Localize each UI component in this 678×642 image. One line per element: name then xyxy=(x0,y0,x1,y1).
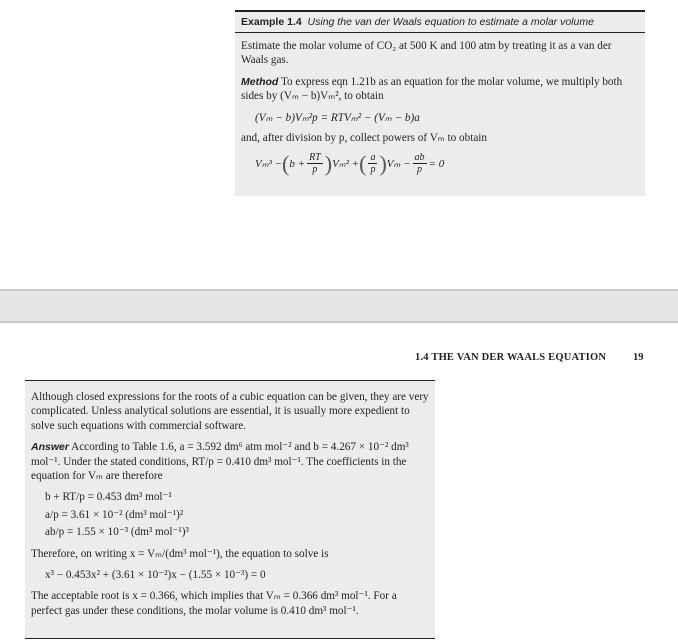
answer-paragraph xyxy=(31,440,429,483)
therefore-text: Therefore, on writing x = Vₘ/(dm³ mol⁻¹), the equation to solve is xyxy=(31,547,329,560)
example-title: Using the van der Waals equation to estimate a molar volume xyxy=(307,16,594,28)
eq2-frac-a-p xyxy=(368,152,377,175)
conclusion-text: The acceptable root is x = 0.366, which implies that Vₘ = 0.366 dm³ mol⁻¹. For a perfect gas under these conditions, the molar volume is 0.410 dm³ mol⁻¹. xyxy=(31,590,397,617)
eq2-paren-open-2: ( xyxy=(359,150,367,176)
coefficient-1: b + RT/p = 0.453 dm³ mol⁻¹ xyxy=(45,491,172,504)
equation-2 xyxy=(255,152,639,175)
example-intro: Estimate the molar volume of CO₂ at 500 K and 100 atm by treating it as a van der Waals gas. xyxy=(241,40,612,67)
answer-body xyxy=(25,381,435,618)
method-label: Method xyxy=(241,75,279,88)
eq2-p3: p xyxy=(417,164,423,176)
coefficient-2: a/p = 3.61 × 10⁻² (dm³ mol⁻¹)² xyxy=(45,508,184,521)
eq2-paren-close-1: ) xyxy=(324,150,333,176)
page-number: 19 xyxy=(633,352,644,363)
coefficient-3: ab/p = 1.55 × 10⁻³ (dm³ mol⁻¹)³ xyxy=(45,526,189,539)
division-text: and, after division by p, collect powers of Vₘ to obtain xyxy=(241,132,487,145)
eq2-paren-open-1: ( xyxy=(282,150,290,176)
answer-label: Answer xyxy=(31,441,69,454)
eq2-b-plus: b + xyxy=(289,157,306,170)
example-body xyxy=(235,33,645,175)
eq2-paren-close-2: ) xyxy=(379,150,387,176)
eq2-vm2-plus: Vₘ² + xyxy=(332,157,360,170)
eq2-a: a xyxy=(370,152,376,164)
eq2-p2: p xyxy=(370,164,376,176)
eq2-v3: Vₘ³ − xyxy=(255,157,283,170)
example-heading xyxy=(235,10,645,33)
example-box xyxy=(235,10,645,196)
page-separator xyxy=(0,289,678,323)
cubic-equation: x³ − 0.453x² + (3.61 × 10⁻²)x − (1.55 × 10⁻³) = 0 xyxy=(45,569,266,582)
method-text: To express eqn 1.21b as an equation for the molar volume, we multiply both sides by (Vₘ − b)Vₘ², to obtain xyxy=(241,75,623,103)
eq2-vm-minus: Vₘ − xyxy=(386,157,411,170)
eq2-p1: p xyxy=(312,164,318,176)
running-head: 1.4 THE VAN DER WAALS EQUATION xyxy=(415,352,607,363)
example-label: Example 1.4 xyxy=(241,16,302,28)
method-paragraph xyxy=(241,75,639,104)
eq2-frac-ab-p xyxy=(413,152,427,175)
eq2-rt: RT xyxy=(309,152,321,164)
answer-text: According to Table 1.6, a = 3.592 dm⁶ atm mol⁻² and b = 4.267 × 10⁻² dm³ mol⁻¹. Under the stated conditions, RT/p = 0.410 dm³ mol⁻¹. The coefficients in the equation for Vₘ are therefore xyxy=(31,441,409,483)
eq2-equals: = 0 xyxy=(428,157,445,170)
closed-expressions-text: Although closed expressions for the roots of a cubic equation can be given, they are very complicated. Unless analytical solutions are essential, it is usually more expedient to solve such equations with commercial software. xyxy=(31,391,429,432)
eq2-ab: ab xyxy=(414,152,425,164)
equation-1: (Vₘ − b)Vₘ²p = RTVₘ² − (Vₘ − b)a xyxy=(255,111,420,124)
answer-box xyxy=(25,380,435,639)
eq2-frac-rt-p xyxy=(307,152,323,175)
